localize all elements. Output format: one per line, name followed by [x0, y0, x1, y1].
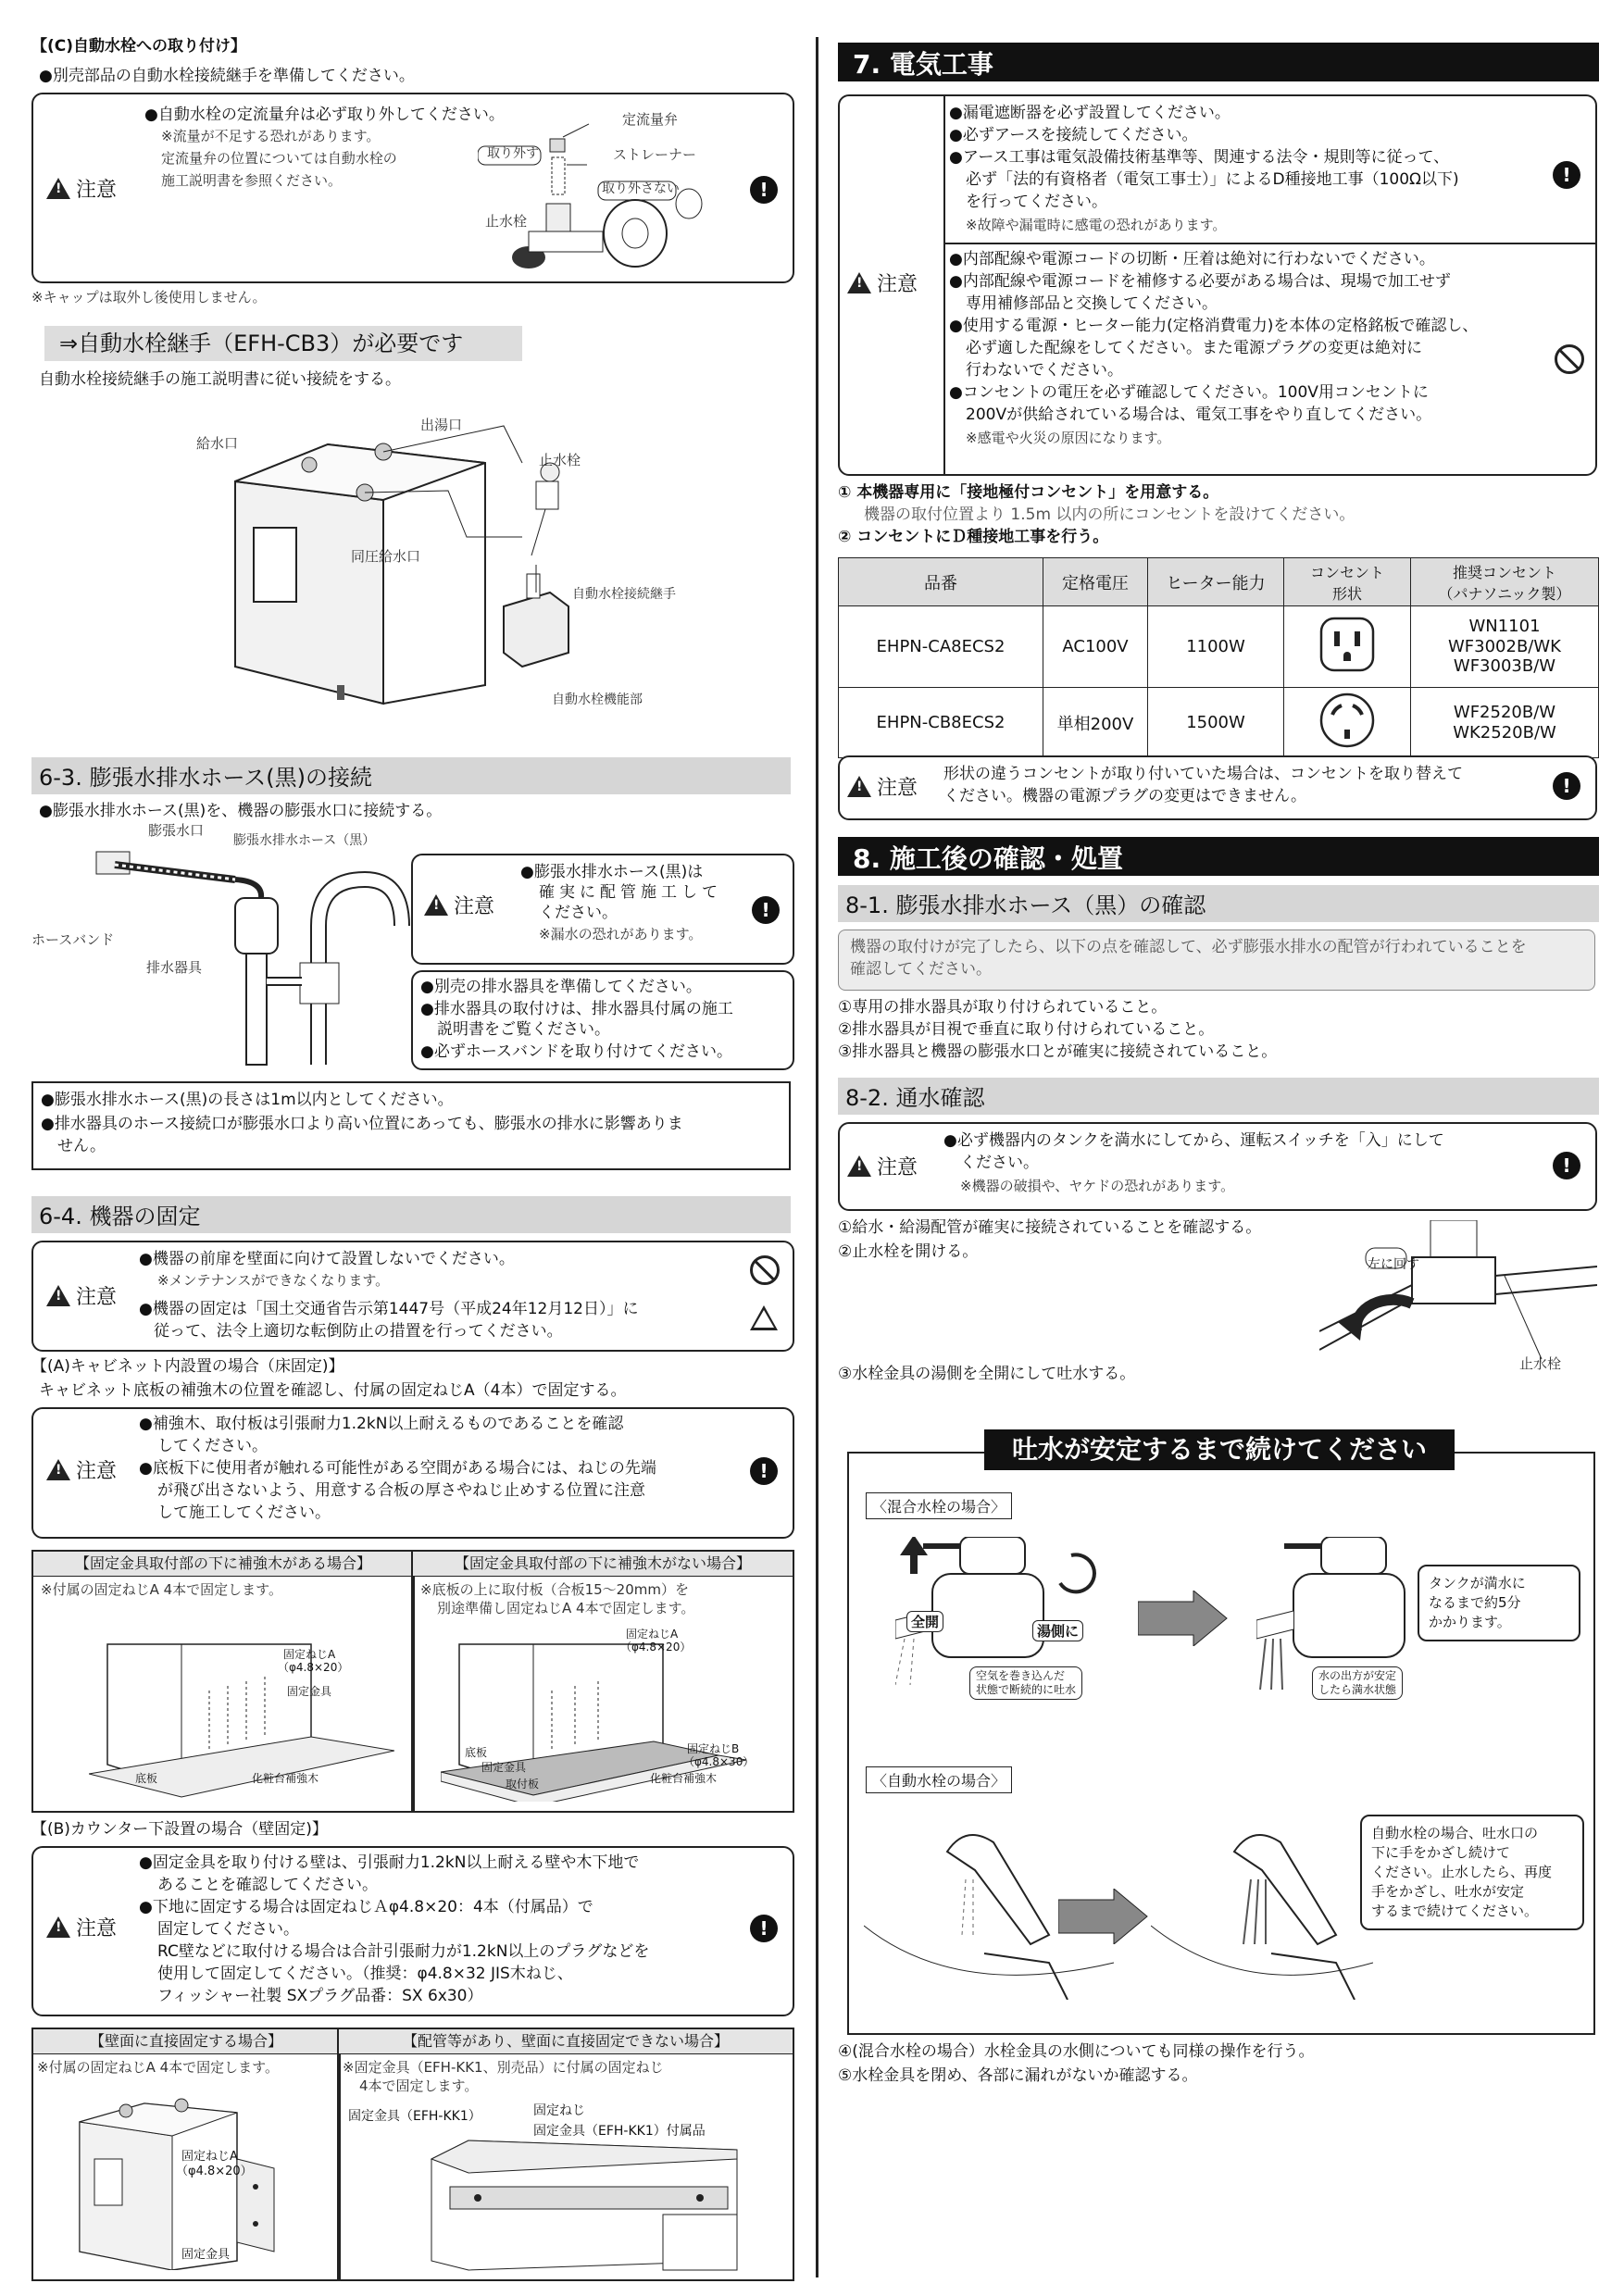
table-cell: EHPN-CB8ECS2: [839, 688, 1043, 758]
s7-line: ●内部配線や電源コードを補修する必要がある場合は、現場で加工せず: [949, 272, 1451, 291]
table-header: 推奨コンセント （パナソニック製）: [1411, 558, 1599, 606]
s63-info-line: ●必ずホースバンドを取り付けてください。: [420, 1042, 732, 1061]
warning-icon: [847, 272, 871, 293]
spec-table: [838, 557, 1599, 758]
list-item: ③排水器具と機器の膨張水口とが確実に接続されていること。: [838, 1042, 1278, 1061]
step-5: ⑤水栓金具を閉め、各部に漏れがないか確認する。: [838, 2066, 1198, 2085]
fig-label: （φ4.8×30）: [683, 1755, 755, 1768]
outlet-shape-cell: [1284, 606, 1411, 688]
outlet-100v-icon: [1318, 615, 1377, 674]
flush-banner: 吐水が安定するまで続けてください: [984, 1429, 1455, 1470]
caution-label: ! 注意: [424, 891, 494, 919]
arrow-right-icon: [1138, 1591, 1230, 1646]
fig-label: 取り外さない: [602, 181, 680, 196]
c-box-line: 定流量弁の位置については自動水栓の: [161, 150, 397, 167]
caution-label: ! 注意: [46, 1281, 117, 1310]
warning-icon: [424, 894, 448, 916]
s81-info-box: [838, 930, 1595, 991]
list-item: ②排水器具が目視で垂直に取り付けられていること。: [838, 1020, 1215, 1039]
s7-line: ●コンセントの電圧を必ず確認してください。100V用コンセントに: [949, 383, 1429, 402]
fig-label: 排水器具: [146, 959, 203, 976]
prep-1: ① 本機器専用に「接地極付コンセント」を用意する。: [838, 483, 1219, 502]
fig-label: 止水栓: [485, 213, 528, 230]
s63-note-box: [31, 1081, 791, 1170]
prohibited-icon: [750, 1255, 780, 1285]
c-heading: 【(C)自動水栓への取り付け】: [31, 37, 247, 56]
a-caution-box: [31, 1407, 794, 1539]
fig-label: 固定ねじA: [181, 2150, 238, 2164]
table-cell: AC100V: [1043, 606, 1148, 688]
caution-label: ! 注意: [847, 268, 918, 297]
s7-line: ●内部配線や電源コードの切断・圧着は絶対に行わないでください。: [949, 250, 1435, 268]
panel-note: ※付属の固定ねじA 4本で固定します。: [41, 1581, 282, 1598]
panel-note: ※付属の固定ねじA 4本で固定します。: [37, 2059, 279, 2076]
table-header: コンセント 形状: [1284, 558, 1411, 606]
s81-info-line: 機器の取付けが完了したら、以下の点を確認して、必ず膨張水排水の配管が行われていることを: [850, 938, 1527, 956]
fig-label: 化粧台補強木: [650, 1772, 718, 1785]
fig-label: （φ4.8×20）: [278, 1661, 349, 1674]
s7-line: 専用補修部品と交換してください。: [966, 294, 1218, 313]
outlet-200v-icon: [1318, 691, 1377, 750]
s7-line: を行ってください。: [966, 193, 1107, 211]
s63-note-line: せん。: [57, 1137, 106, 1155]
step-3: ③水栓金具の湯側を全開にして吐水する。: [838, 1365, 1136, 1383]
a-caution-line: ●底板下に使用者が触れる可能性がある空間がある場合には、ねじの先端: [139, 1459, 656, 1478]
panel-heading: 【固定金具取付部の下に補強木がある場合】: [33, 1552, 413, 1577]
mandatory-icon: !: [1553, 772, 1580, 800]
b-caution-line: あることを確認してください。: [157, 1876, 378, 1894]
fig-label: 自動水栓機能部: [552, 693, 643, 707]
s82-caution-line: ※機器の破損や、ヤケドの恐れがあります。: [960, 1178, 1235, 1194]
prep-2: ② コンセントにＤ種接地工事を行う。: [838, 528, 1109, 546]
s7-line: ●アース工事は電気設備技術基準等、関連する法令・規則等に従って、: [949, 148, 1450, 167]
mix-time-note: タンクが満水に なるまで約5分 かかります。: [1418, 1565, 1580, 1641]
table-cell: 単相200V: [1043, 688, 1148, 758]
panel-heading: 【固定金具取付部の下に補強木がない場合】: [413, 1552, 793, 1577]
panel-note: 4本で固定します。: [359, 2078, 479, 2094]
s64-caution-line: ※メンテナンスができなくなります。: [157, 1272, 390, 1289]
table-header: 品番: [839, 558, 1043, 606]
caution-label: ! 注意: [847, 772, 918, 801]
fig-label: 取り外す: [487, 146, 539, 161]
table-cell: WF2520B/W WK2520B/W: [1411, 688, 1599, 758]
section-8-2-title: 8-2. 通水確認: [838, 1078, 1599, 1115]
panel-note: ※底板の上に取付板（合板15～20mm）を: [420, 1581, 689, 1598]
section-7-title: 7. 電気工事: [838, 43, 1599, 81]
s63-note-line: ●排水器具のホース接続口が膨張水口より高い位置にあっても、膨張水の排水に影響ありま: [41, 1115, 683, 1133]
fig-label: 固定金具: [181, 2248, 231, 2262]
outlet-shape-cell: [1284, 688, 1411, 758]
s64-caution-box: [31, 1241, 794, 1352]
arrow-right-icon: [1058, 1889, 1151, 1944]
needed-desc: 自動水栓接続継手の施工説明書に従い接続をする。: [39, 370, 401, 389]
s63-info-line: ●排水器具の取付けは、排水器具付属の施工: [420, 1000, 733, 1018]
mix-air-note: 空気を巻き込んだ 状態で断続的に吐水: [969, 1666, 1082, 1700]
auto-faucet-figure-after: [1151, 1815, 1373, 2000]
table-cell: EHPN-CA8ECS2: [839, 606, 1043, 688]
fig-label: 固定金具（EFH-KK1）: [348, 2109, 481, 2124]
faucet-valve-figure: [478, 111, 718, 278]
c-line: ●別売部品の自動水栓接続継手を準備してください。: [39, 67, 415, 85]
mandatory-icon: !: [750, 1915, 778, 1942]
list-item: ①専用の排水器具が取り付けられていること。: [838, 998, 1168, 1017]
step-1: ①給水・給湯配管が確実に接続されていることを確認する。: [838, 1218, 1262, 1237]
panel-heading: 【壁面に直接固定する場合】: [33, 2029, 339, 2054]
b-left-panel: [31, 2028, 341, 2281]
fig-label: 固定金具: [481, 1761, 527, 1774]
table-caution-line: 形状の違うコンセントが取り付いていた場合は、コンセントを取り替えて: [943, 765, 1463, 783]
caution-label: ! 注意: [847, 1152, 918, 1180]
fig-label: 膨張水口: [148, 822, 205, 839]
a-caution-line: してください。: [157, 1437, 268, 1455]
panel-heading: 【配管等があり、壁面に直接固定できない場合】: [339, 2029, 793, 2054]
flush-panel: [847, 1434, 1595, 2035]
s7-line: 行わないでください。: [966, 361, 1123, 380]
step-4: ④(混合水栓の場合）水栓金具の水側についても同様の操作を行う。: [838, 2042, 1315, 2061]
warning-icon: [46, 1459, 70, 1480]
stop-valve-figure: [1319, 1220, 1597, 1405]
fig-label: 膨張水排水ホース（黒）: [233, 833, 376, 848]
b-caution-line: 固定してください。: [157, 1920, 299, 1939]
mix-yugawa: 湯側に: [1032, 1620, 1083, 1641]
warning-icon: [847, 1155, 871, 1177]
table-caution-line: ください。機器の電源プラグの変更はできません。: [943, 787, 1307, 805]
floor-fix-figure-b: [441, 1626, 783, 1802]
panel-note: ※固定金具（EFH-KK1、別売品）に付属の固定ねじ: [343, 2059, 664, 2076]
a-desc: キャビネット底板の補強木の位置を確認し、付属の固定ねじA（4本）で固定する。: [39, 1381, 627, 1400]
s82-caution-line: ●必ず機器内のタンクを満水にしてから、運転スイッチを「入」にして: [943, 1131, 1444, 1150]
mandatory-icon: !: [1553, 1152, 1580, 1179]
fig-label: 定流量弁: [622, 111, 679, 128]
s7-line: ※故障や漏電時に感電の恐れがあります。: [966, 217, 1227, 233]
s64-caution-line: 従って、法令上適切な転倒防止の措置を行ってください。: [154, 1322, 563, 1341]
prep-1-sub: 機器の取付位置より 1.5m 以内の所にコンセントを設けてください。: [864, 505, 1355, 524]
section-6-4-title: 6-4. 機器の固定: [31, 1196, 791, 1233]
heater-unit-figure: [217, 407, 698, 713]
fig-label: 化粧台補強木: [252, 1772, 319, 1785]
drain-hose-figure: [31, 824, 420, 1074]
fig-label: 固定ねじA: [626, 1628, 679, 1641]
wall-fix-figure-b: [404, 2122, 774, 2275]
b-caution-line: 使用して固定してください。（推奨：φ4.8×32 JIS木ねじ、: [157, 1965, 573, 1983]
s63-caution-line: ※漏水の恐れがあります。: [539, 926, 703, 942]
mandatory-icon: !: [1553, 161, 1580, 189]
cap-note: ※キャップは取外し後使用しません。: [31, 289, 267, 306]
fig-label: 止水栓: [1519, 1355, 1562, 1372]
b-caution-box: [31, 1846, 794, 2016]
a-caution-line: が飛び出さないよう、用意する合板の厚さやねじ止めする位置に注意: [157, 1481, 645, 1500]
s7-line: ●必ずアースを接続してください。: [949, 126, 1198, 144]
section-8-title: 8. 施工後の確認・処置: [838, 837, 1599, 876]
caution-label: ! 注意: [46, 174, 117, 203]
fig-label: 固定金具（EFH-KK1）付属品: [533, 2124, 706, 2139]
s7-line: 200Vが供給されている場合は、電気工事をやり直してください。: [966, 406, 1432, 424]
b-caution-line: ●下地に固定する場合は固定ねじＡφ4.8×20：4本（付属品）で: [139, 1898, 593, 1916]
mix-zenkai: 全開: [906, 1611, 943, 1632]
s63-info-box: [411, 970, 794, 1070]
fig-label: （φ4.8×20）: [176, 2165, 253, 2178]
fig-label: 固定ねじB: [687, 1742, 740, 1755]
b-right-panel: [337, 2028, 794, 2281]
fig-label: 底板: [135, 1772, 158, 1785]
c-box-line: ※流量が不足する恐れがあります。: [161, 128, 381, 144]
auto-title: 〈自動水栓の場合〉: [866, 1766, 1012, 1793]
s7-line: 必ず「法的有資格者（電気工事士）」によるD種接地工事（100Ω以下): [966, 170, 1459, 189]
s7-line: ●漏電遮断器を必ず設置してください。: [949, 104, 1230, 122]
mandatory-icon: !: [750, 176, 778, 204]
fig-label: （φ4.8×20）: [620, 1641, 692, 1653]
s63-line: ●膨張水排水ホース(黒)を、機器の膨張水口に接続する。: [39, 802, 443, 820]
fig-label: 固定ねじ: [533, 2103, 585, 2118]
s81-info-line: 確認してください。: [850, 960, 992, 979]
b-caution-line: RC壁などに取付ける場合は合計引張耐力が1.2kN以上のプラグなどを: [157, 1942, 650, 1961]
mandatory-icon: !: [750, 1457, 778, 1485]
s82-caution-line: ください。: [960, 1154, 1039, 1172]
s63-info-line: 説明書をご覧ください。: [437, 1020, 610, 1039]
fig-label: ストレーナー: [613, 146, 697, 163]
fig-label: 給水口: [196, 435, 239, 452]
a-left-panel: [31, 1550, 415, 1813]
table-header: ヒーター能力: [1148, 558, 1284, 606]
s82-caution-box: [838, 1122, 1597, 1211]
fig-label: 固定金具: [287, 1685, 332, 1698]
warning-triangle-icon: [750, 1305, 778, 1330]
s63-caution-line: ください。: [539, 904, 618, 922]
warning-icon: [847, 776, 871, 797]
warning-icon: [46, 1285, 70, 1306]
column-divider: [816, 37, 818, 2277]
fig-label: 取付板: [506, 1778, 540, 1791]
s63-caution-line: 確実に配管施工して: [539, 883, 722, 902]
s63-note-line: ●膨張水排水ホース(黒)の長さは1m以内としてください。: [41, 1091, 454, 1109]
s64-caution-line: ●機器の前扉を壁面に向けて設置しないでください。: [139, 1250, 515, 1268]
caution-divider: [943, 243, 1595, 244]
s7-line: ※感電や火災の原因になります。: [966, 430, 1171, 446]
panel-note: 別途準備し固定ねじA 4本で固定します。: [437, 1600, 695, 1616]
fig-label: 底板: [465, 1746, 488, 1759]
s63-caution-line: ●膨張水排水ホース(黒)は: [520, 863, 704, 881]
table-header: 定格電圧: [1043, 558, 1148, 606]
caution-label: ! 注意: [46, 1913, 117, 1941]
fig-label: 出湯口: [420, 417, 463, 433]
section-6-3-title: 6-3. 膨張水排水ホース(黒)の接続: [31, 757, 791, 794]
section-8-1-title: 8-1. 膨張水排水ホース（黒）の確認: [838, 885, 1599, 922]
fig-label: 固定ねじA: [283, 1648, 336, 1661]
mix-title: 〈混合水栓の場合〉: [866, 1492, 1012, 1519]
table-caution-box: [838, 755, 1597, 820]
s7-line: ●使用する電源・ヒーター能力(定格消費電力)を本体の定格銘板で確認し、: [949, 317, 1479, 335]
b-heading: 【(B)カウンター下設置の場合（壁固定)】: [31, 1820, 328, 1839]
warning-icon: [46, 178, 70, 199]
needed-banner: ⇒自動水栓継手（EFH-CB3）が必要です: [44, 326, 522, 361]
fig-label: 止水栓: [539, 452, 581, 468]
fig-label: 同圧給水口: [351, 548, 421, 565]
table-cell: 1500W: [1148, 688, 1284, 758]
step-2: ②止水栓を開ける。: [838, 1242, 979, 1261]
a-right-panel: [411, 1550, 794, 1813]
table-header-row: [839, 558, 1599, 606]
caution-label: ! 注意: [46, 1455, 117, 1484]
c-box-line: ●自動水栓の定流量弁は必ず取り外してください。: [144, 106, 505, 124]
prohibited-icon: [1555, 344, 1584, 374]
a-caution-line: して施工してください。: [157, 1504, 331, 1522]
a-heading: 【(A)キャビネット内設置の場合（床固定)】: [31, 1357, 344, 1376]
fig-label: 左に回す: [1368, 1257, 1419, 1272]
s64-caution-line: ●機器の固定は「国土交通省告示第1447号（平成24年12月12日）」に: [139, 1300, 639, 1318]
table-row: [839, 688, 1599, 758]
table-row: [839, 606, 1599, 688]
b-caution-line: ●固定金具を取り付ける壁は、引張耐力1.2kN以上耐える壁や木下地で: [139, 1853, 640, 1872]
s63-info-line: ●別売の排水器具を準備してください。: [420, 978, 702, 996]
s7-line: 必ず適した配線をしてください。また電源プラグの変更は絶対に: [966, 339, 1422, 357]
s7-caution-box: [838, 94, 1597, 476]
c-box-line: 施工説明書を参照ください。: [161, 172, 343, 189]
fig-label: 自動水栓接続継手: [572, 587, 676, 602]
auto-note: 自動水栓の場合、吐水口の 下に手をかざし続けて ください。止水したら、再度 手をかざし、吐水が安定 するまで続けてください。: [1360, 1815, 1584, 1930]
s63-caution-box: [411, 854, 794, 965]
b-caution-line: フィッシャー社製 SXプラグ品番：SX 6x30）: [157, 1987, 483, 2005]
fig-label: ホースバンド: [31, 931, 115, 948]
warning-icon: [46, 1916, 70, 1938]
mix-full-note: 水の出方が安定 したら満水状態: [1312, 1666, 1403, 1700]
table-cell: WN1101 WF3002B/WK WF3003B/W: [1411, 606, 1599, 688]
mandatory-icon: !: [752, 896, 780, 924]
c-caution-box: [31, 93, 794, 283]
table-cell: 1100W: [1148, 606, 1284, 688]
a-caution-line: ●補強木、取付板は引張耐力1.2kN以上耐えるものであることを確認: [139, 1415, 624, 1433]
caution-divider: [943, 96, 945, 474]
